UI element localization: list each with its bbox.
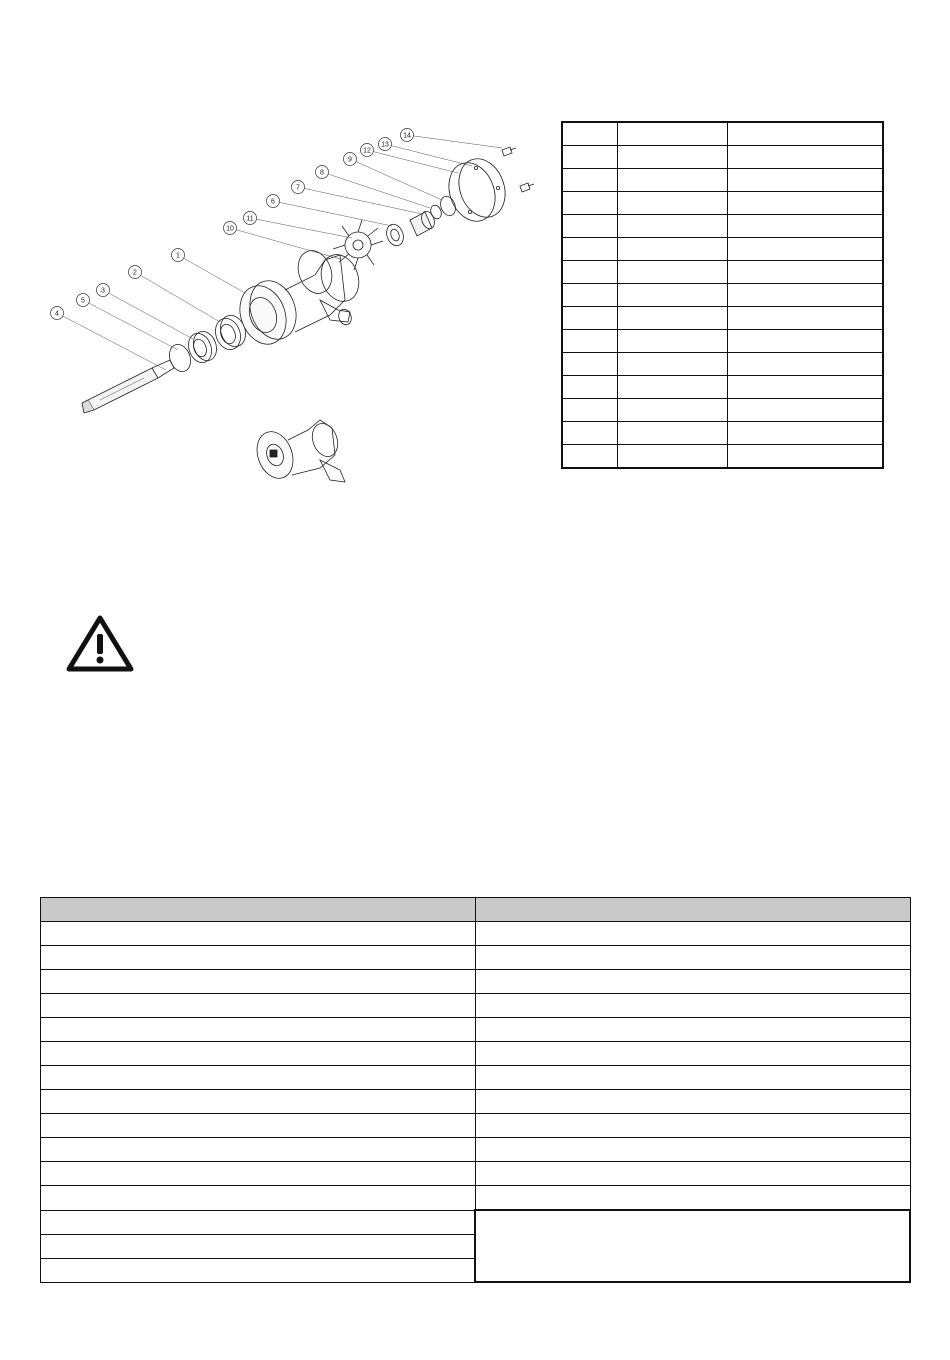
table-cell	[562, 445, 618, 469]
pump-shaft	[82, 360, 174, 413]
svg-text:3: 3	[101, 287, 105, 295]
table-cell	[41, 1258, 476, 1282]
table-row	[562, 146, 883, 169]
table-row	[41, 1042, 911, 1066]
svg-text:7: 7	[296, 184, 300, 192]
table-cell	[728, 146, 884, 169]
svg-text:12: 12	[363, 147, 371, 155]
table-cell	[475, 970, 910, 994]
table-header-row	[41, 898, 911, 922]
table-cell	[562, 192, 618, 215]
svg-text:11: 11	[246, 215, 254, 223]
parts-list-table	[561, 121, 884, 469]
table-cell	[618, 238, 728, 261]
table-cell	[562, 146, 618, 169]
specification-table	[40, 897, 911, 1283]
table-cell	[618, 169, 728, 192]
table-cell	[728, 169, 884, 192]
table-row	[562, 376, 883, 399]
svg-text:9: 9	[348, 156, 352, 164]
table-cell	[562, 284, 618, 307]
table-cell	[618, 376, 728, 399]
table-row	[41, 922, 911, 946]
callout-8	[316, 166, 329, 179]
table-cell	[728, 376, 884, 399]
table-row	[562, 445, 883, 469]
table-cell	[728, 215, 884, 238]
table-cell	[618, 284, 728, 307]
table-cell	[728, 238, 884, 261]
cam	[410, 209, 437, 236]
table-cell	[728, 330, 884, 353]
table-cell	[618, 422, 728, 445]
table-row	[562, 192, 883, 215]
table-cell	[618, 192, 728, 215]
table-cell	[475, 922, 910, 946]
table-row	[562, 215, 883, 238]
table-row	[41, 1162, 911, 1186]
table-cell	[562, 353, 618, 376]
callout-4	[51, 307, 64, 320]
callout-12	[361, 144, 374, 157]
table-row	[562, 422, 883, 445]
table-cell	[41, 970, 476, 994]
table-row	[41, 994, 911, 1018]
table-row	[41, 1138, 911, 1162]
table-row	[41, 1114, 911, 1138]
table-cell	[475, 1066, 910, 1090]
table-cell	[41, 1018, 476, 1042]
callout-3	[97, 284, 110, 297]
table-cell	[475, 1186, 910, 1211]
table-cell	[562, 169, 618, 192]
table-cell	[562, 422, 618, 445]
svg-text:14: 14	[403, 132, 411, 140]
table-row	[562, 169, 883, 192]
table-cell	[475, 1090, 910, 1114]
table-cell	[728, 122, 884, 146]
table-cell	[618, 307, 728, 330]
svg-text:5: 5	[81, 297, 85, 305]
table-cell	[728, 353, 884, 376]
circlip	[166, 341, 194, 374]
table-row	[562, 353, 883, 376]
table-cell	[475, 1042, 910, 1066]
table-cell	[562, 330, 618, 353]
screw-right	[520, 183, 534, 192]
table-cell	[41, 1090, 476, 1114]
table-row	[562, 399, 883, 422]
screw-top	[502, 147, 516, 156]
pump-body	[232, 246, 365, 351]
header-cell	[41, 898, 476, 922]
callout-11	[244, 212, 257, 225]
bearing-3	[185, 328, 221, 366]
table-cell	[475, 1018, 910, 1042]
table-row	[562, 284, 883, 307]
svg-text:1: 1	[176, 252, 180, 260]
table-row	[41, 1018, 911, 1042]
table-cell	[618, 261, 728, 284]
table-cell	[728, 261, 884, 284]
table-cell	[728, 284, 884, 307]
warning-triangle-icon	[66, 614, 134, 672]
table-row	[41, 1210, 911, 1234]
table-cell	[562, 261, 618, 284]
table-cell	[41, 1066, 476, 1090]
table-cell	[562, 399, 618, 422]
table-cell	[475, 1114, 910, 1138]
seal-ring	[384, 222, 407, 248]
table-cell	[475, 1162, 910, 1186]
svg-text:4: 4	[55, 310, 59, 318]
callout-7	[292, 181, 305, 194]
table-cell	[618, 353, 728, 376]
table-row	[562, 238, 883, 261]
table-cell	[562, 307, 618, 330]
assembled-pump-view	[251, 420, 345, 483]
callout-1	[172, 249, 185, 262]
table-cell	[475, 1138, 910, 1162]
table-row	[562, 122, 883, 146]
table-cell	[41, 1210, 476, 1234]
callout-9	[344, 153, 357, 166]
table-cell	[562, 215, 618, 238]
table-cell	[728, 307, 884, 330]
table-row	[41, 946, 911, 970]
table-row	[41, 1066, 911, 1090]
callout-2	[129, 266, 142, 279]
callout-14	[401, 129, 414, 142]
header-cell	[475, 898, 910, 922]
table-cell	[41, 1114, 476, 1138]
callout-10	[224, 222, 237, 235]
table-cell	[41, 1186, 476, 1211]
table-cell	[728, 399, 884, 422]
table-cell	[618, 445, 728, 469]
svg-text:6: 6	[271, 198, 275, 206]
svg-text:2: 2	[133, 269, 137, 277]
table-cell	[41, 1138, 476, 1162]
table-cell	[41, 946, 476, 970]
table-cell	[728, 445, 884, 469]
table-cell	[618, 146, 728, 169]
table-row	[562, 330, 883, 353]
table-cell	[475, 994, 910, 1018]
table-cell	[41, 1042, 476, 1066]
callout-6	[267, 195, 280, 208]
table-row	[41, 970, 911, 994]
merged-cell	[475, 1210, 910, 1282]
table-row	[562, 307, 883, 330]
table-cell	[41, 1234, 476, 1258]
table-cell	[728, 192, 884, 215]
callout-13	[379, 138, 392, 151]
table-cell	[562, 238, 618, 261]
table-cell	[618, 122, 728, 146]
table-cell	[618, 399, 728, 422]
callout-5	[77, 294, 90, 307]
table-cell	[475, 946, 910, 970]
table-cell	[562, 122, 618, 146]
table-row	[41, 1186, 911, 1211]
table-cell	[562, 376, 618, 399]
table-cell	[618, 330, 728, 353]
table-cell	[41, 1162, 476, 1186]
table-row	[562, 261, 883, 284]
exploded-pump-drawing	[40, 110, 560, 500]
table-cell	[41, 994, 476, 1018]
table-cell	[41, 922, 476, 946]
svg-text:13: 13	[381, 141, 389, 149]
table-cell	[728, 422, 884, 445]
svg-text:8: 8	[320, 169, 324, 177]
table-cell	[618, 215, 728, 238]
gasket	[441, 156, 503, 227]
svg-text:10: 10	[226, 225, 234, 233]
table-row	[41, 1090, 911, 1114]
